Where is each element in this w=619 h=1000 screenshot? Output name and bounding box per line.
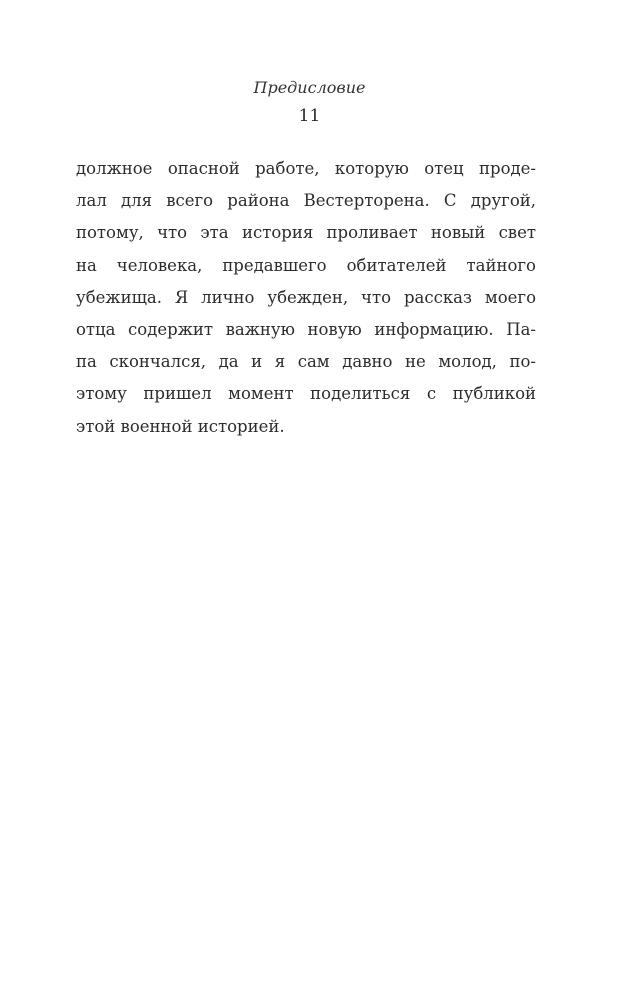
text-line: лал для всего района Вестерторена. С другой, <box>76 191 536 211</box>
text-line: па скончался, да и я сам давно не молод, по- <box>76 352 536 372</box>
text-line: должное опасной работе, которую отец проде- <box>76 159 536 178</box>
text-line: убежища. Я лично убежден, что рассказ моего <box>76 287 536 307</box>
text-line: этому пришел момент поделиться с публикой <box>76 384 536 404</box>
text-line-last: этой военной историей. <box>76 416 285 436</box>
text-line: отца содержит важную новую информацию. Па- <box>76 319 536 339</box>
running-head-title: Предисловие <box>253 78 366 97</box>
text-line: потому, что эта история проливает новый свет <box>76 223 536 243</box>
text-line: на человека, предавшего обитателей тайного <box>76 255 536 275</box>
body-paragraph <box>76 153 536 443</box>
page-number: 11 <box>298 106 321 126</box>
